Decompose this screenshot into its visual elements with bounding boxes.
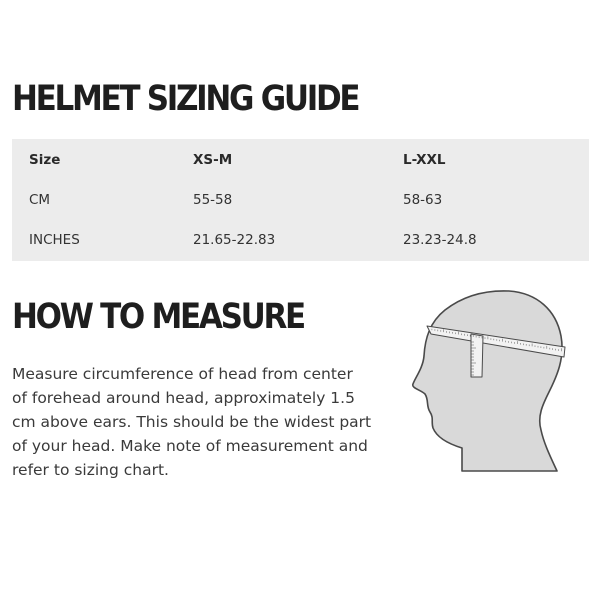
how-to-measure-title: HOW TO MEASURE bbox=[12, 296, 304, 337]
instruction-line: of forehead around head, approximately 1.5 bbox=[12, 389, 355, 407]
size-table bbox=[12, 139, 589, 261]
table-row-inches bbox=[12, 230, 589, 250]
cm-l-xxl-value: 58-63 bbox=[403, 192, 443, 208]
header-l-xxl: L-XXL bbox=[403, 152, 446, 168]
sizing-guide-title: HELMET SIZING GUIDE bbox=[12, 78, 359, 119]
inches-xs-m-value: 21.65-22.83 bbox=[193, 232, 276, 248]
row-label-inches: INCHES bbox=[29, 232, 80, 248]
head-silhouette bbox=[413, 291, 562, 471]
inches-l-xxl-value: 23.23-24.8 bbox=[403, 232, 477, 248]
instruction-line: of your head. Make note of measurement and bbox=[12, 437, 368, 455]
instruction-line: refer to sizing chart. bbox=[12, 461, 169, 479]
row-label-cm: CM bbox=[29, 192, 51, 208]
cm-xs-m-value: 55-58 bbox=[193, 192, 233, 208]
measure-instructions bbox=[12, 362, 392, 482]
tape-tail bbox=[471, 334, 483, 377]
table-row-cm bbox=[12, 190, 589, 210]
table-header-row bbox=[12, 150, 589, 170]
instruction-line: Measure circumference of head from center bbox=[12, 365, 353, 383]
head-measuring-tape-icon bbox=[405, 288, 575, 473]
instruction-line: cm above ears. This should be the widest part bbox=[12, 413, 372, 431]
header-xs-m: XS-M bbox=[193, 152, 233, 168]
header-size: Size bbox=[29, 152, 61, 168]
